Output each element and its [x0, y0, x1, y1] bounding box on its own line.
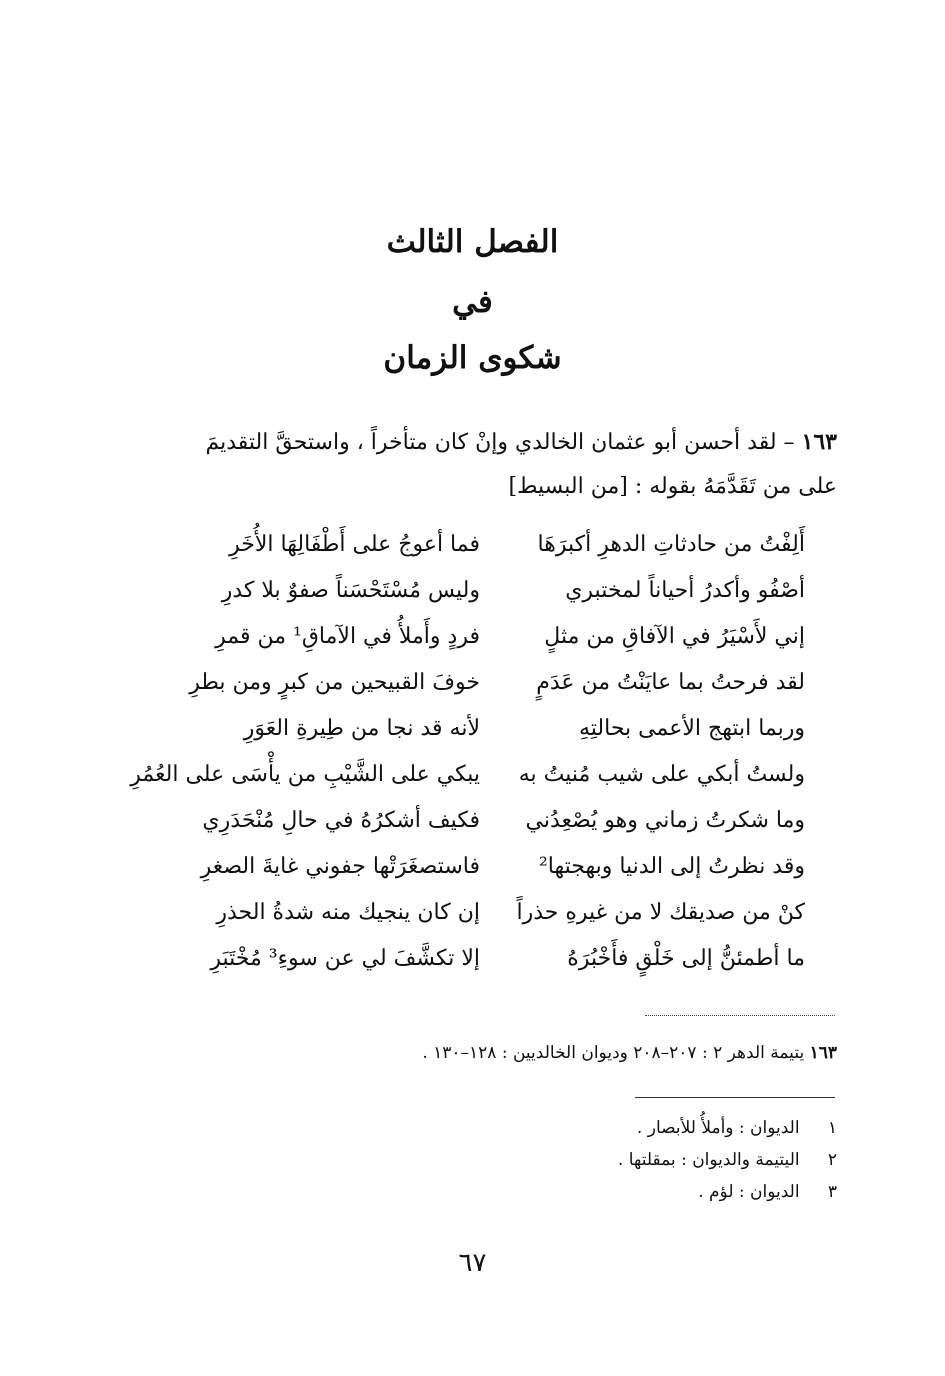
verse-first-hemistich: إني لأَسْيَرُ في الآفاقِ من مثلٍ	[544, 624, 805, 649]
verse-first-hemistich: وقد نظرتُ إلى الدنيا وبهجتها²	[538, 854, 805, 879]
footnote-item	[437, 1176, 837, 1208]
entry-text-line-2: على من تَقَدَّمَهُ بقوله : [من البسيط]	[508, 474, 837, 499]
entry-number: ١٦٣	[801, 429, 837, 455]
footnote-text: الديوان : لؤم .	[698, 1182, 800, 1202]
entry-intro-line-1	[157, 427, 837, 458]
verse-line	[0, 525, 945, 571]
verse-second-hemistich: يبكي على الشَّيْبِ من يأْسَى على العُمُرِ	[130, 762, 480, 787]
verse-first-hemistich: ولستُ أبكي على شيب مُنيتُ به	[518, 762, 805, 787]
source-reference	[137, 1040, 837, 1066]
verse-second-hemistich: فردٍ وأَملأُ في الآماقِ¹ من قمرِ	[215, 624, 480, 649]
dotted-divider	[645, 1015, 835, 1016]
verse-first-hemistich: ما أطمئنُّ إلى خَلْقٍ فأَخْبُرَهُ	[567, 946, 805, 971]
footnote-text: الديوان : وأملأُ للأبصار .	[636, 1118, 800, 1138]
source-number: ١٦٣	[809, 1043, 837, 1063]
verse-line	[0, 571, 945, 617]
verse-line	[0, 847, 945, 893]
verse-line	[0, 939, 945, 985]
footnote-divider	[635, 1097, 835, 1098]
chapter-title: الفصل الثالث	[386, 224, 559, 260]
verse-second-hemistich: فاستصغَرَتْها جفوني غايةَ الصغرِ	[200, 854, 480, 879]
verse-first-hemistich: أَلِفْتُ من حادثاتِ الدهرِ أكبرَهَا	[537, 532, 805, 557]
footnote-item	[437, 1144, 837, 1176]
source-text: يتيمة الدهر ٢ : ٢٠٧–٢٠٨ وديوان الخالديين : ١٢٨–١٣٠ .	[422, 1043, 805, 1063]
verse-line	[0, 801, 945, 847]
footnote-item	[437, 1112, 837, 1144]
verse-first-hemistich: لقد فرحتُ بما عايَنْتُ من عَدَمٍ	[536, 670, 805, 695]
verse-line	[0, 709, 945, 755]
page-number: ٦٧	[458, 1248, 487, 1278]
verse-second-hemistich: إلا تكشَّفَ لي عن سوءِ³ مُخْتَبَرِ	[210, 946, 480, 971]
footnote-number: ٢	[827, 1150, 837, 1170]
verse-second-hemistich: خوفَ القبيحين من كبرٍ ومن بطرِ	[189, 670, 480, 695]
verse-first-hemistich: وربما ابتهج الأعمى بحالتِهِ	[579, 716, 805, 741]
verse-second-hemistich: إن كان ينجيك منه شدةُ الحذرِ	[216, 900, 480, 925]
verse-line	[0, 663, 945, 709]
verse-second-hemistich: فما أعوجُ على أَطْفَالِهَا الأُخَرِ	[229, 532, 480, 557]
verse-first-hemistich: كنْ من صديقك لا من غيرهِ حذراً	[516, 900, 805, 925]
verse-second-hemistich: وليس مُسْتَحْسَناً صفوٌ بلا كدرِ	[221, 578, 480, 603]
verse-line	[0, 893, 945, 939]
verse-first-hemistich: وما شكرتُ زماني وهو يُصْعِدُني	[525, 808, 805, 833]
verse-line	[0, 755, 945, 801]
verse-second-hemistich: فكيف أشكرُهُ في حالِ مُنْحَدَرِي	[202, 808, 480, 833]
footnote-number: ٣	[827, 1182, 837, 1202]
verse-second-hemistich: لأنه قد نجا من طِيرةِ العَوَرِ	[243, 716, 480, 741]
verse-line	[0, 617, 945, 663]
verse-first-hemistich: أصْفُو وأكدرُ أحياناً لمختبري	[565, 578, 805, 603]
chapter-subtitle: شكوى الزمان	[383, 340, 562, 376]
chapter-preposition: في	[452, 284, 493, 320]
entry-text-line-1: – لقد أحسن أبو عثمان الخالدي وإنْ كان متأخراً ، واستحقَّ التقديمَ	[205, 430, 795, 455]
footnotes	[437, 1112, 837, 1208]
footnote-number: ١	[827, 1118, 837, 1138]
footnote-text: اليتيمة والديوان : بمقلتها .	[617, 1150, 800, 1170]
